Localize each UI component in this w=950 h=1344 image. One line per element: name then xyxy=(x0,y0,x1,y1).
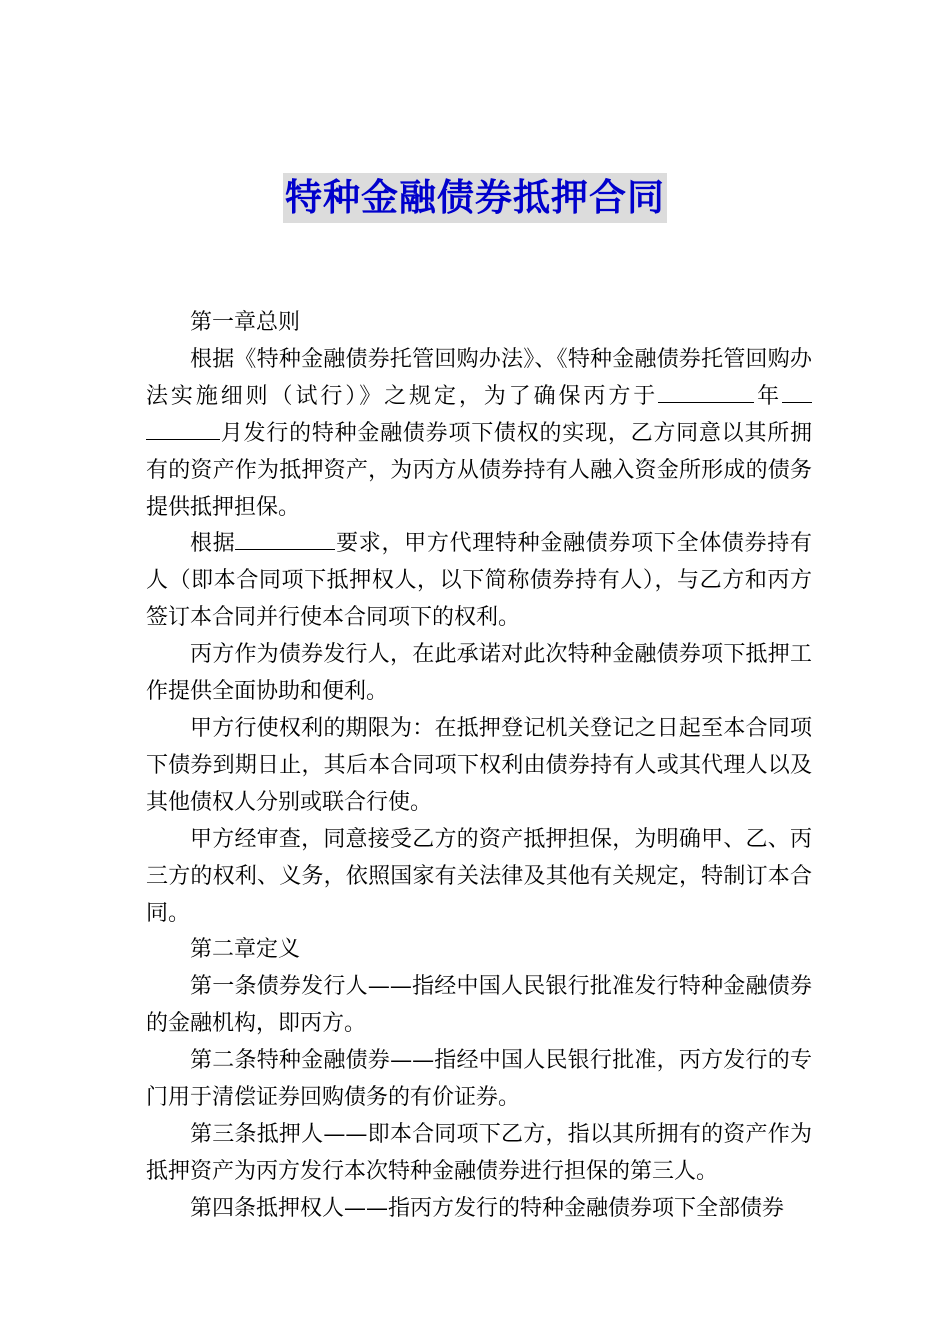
article-paragraph: 第三条抵押人——即本合同项下乙方，指以其所拥有的资产作为抵押资产为丙方发行本次特种金融债券进行担保的第三人。 xyxy=(146,1121,812,1184)
paragraph-text: 根据 xyxy=(190,531,236,557)
paragraph-text: 根据《特种金融债券托管回购办法》、《特种金融债券托管回购办法实施细则（试行）》之规定，为了确保丙方于 xyxy=(146,346,812,409)
paragraph xyxy=(146,526,812,637)
fill-blank xyxy=(235,527,335,550)
paragraph-text: 要求，甲方代理特种金融债券项下全体债券持有人（即本合同项下抵押权人，以下简称债券持有人），与乙方和丙方签订本合同并行使本合同项下的权利。 xyxy=(146,531,812,631)
paragraph-text: 年 xyxy=(754,383,782,409)
paragraph-text: 月发行的特种金融债券项下债权的实现，乙方同意以其所拥有的资产作为抵押资产，为丙方从债券持有人融入资金所形成的债务提供抵押担保。 xyxy=(146,420,812,520)
paragraph: 甲方经审查，同意接受乙方的资产抵押担保，为明确甲、乙、丙三方的权利、义务，依照国家有关法律及其他有关规定，特制订本合同。 xyxy=(146,826,812,926)
document-title: 特种金融债券抵押合同 xyxy=(283,173,667,223)
paragraph xyxy=(146,342,812,527)
fill-blank xyxy=(782,380,812,403)
fill-blank xyxy=(658,380,754,403)
title-container xyxy=(0,173,950,223)
chapter-heading: 第一章总则 xyxy=(190,310,301,335)
paragraph: 甲方行使权利的期限为：在抵押登记机关登记之日起至本合同项下债券到期日止，其后本合同项下权利由债券持有人或其代理人以及其他债权人分别或联合行使。 xyxy=(146,715,812,815)
article-paragraph: 第二条特种金融债券——指经中国人民银行批准，丙方发行的专门用于清偿证券回购债务的有价证券。 xyxy=(146,1048,812,1111)
chapter-heading: 第二章定义 xyxy=(190,937,301,963)
fill-blank xyxy=(146,417,220,440)
article-paragraph: 第四条抵押权人——指丙方发行的特种金融债券项下全部债券 xyxy=(190,1195,785,1221)
article-paragraph: 第一条债券发行人——指经中国人民银行批准发行特种金融债券的金融机构，即丙方。 xyxy=(146,974,812,1037)
document-body xyxy=(146,305,812,1228)
paragraph: 丙方作为债券发行人，在此承诺对此次特种金融债券项下抵押工作提供全面协助和便利。 xyxy=(146,642,812,705)
